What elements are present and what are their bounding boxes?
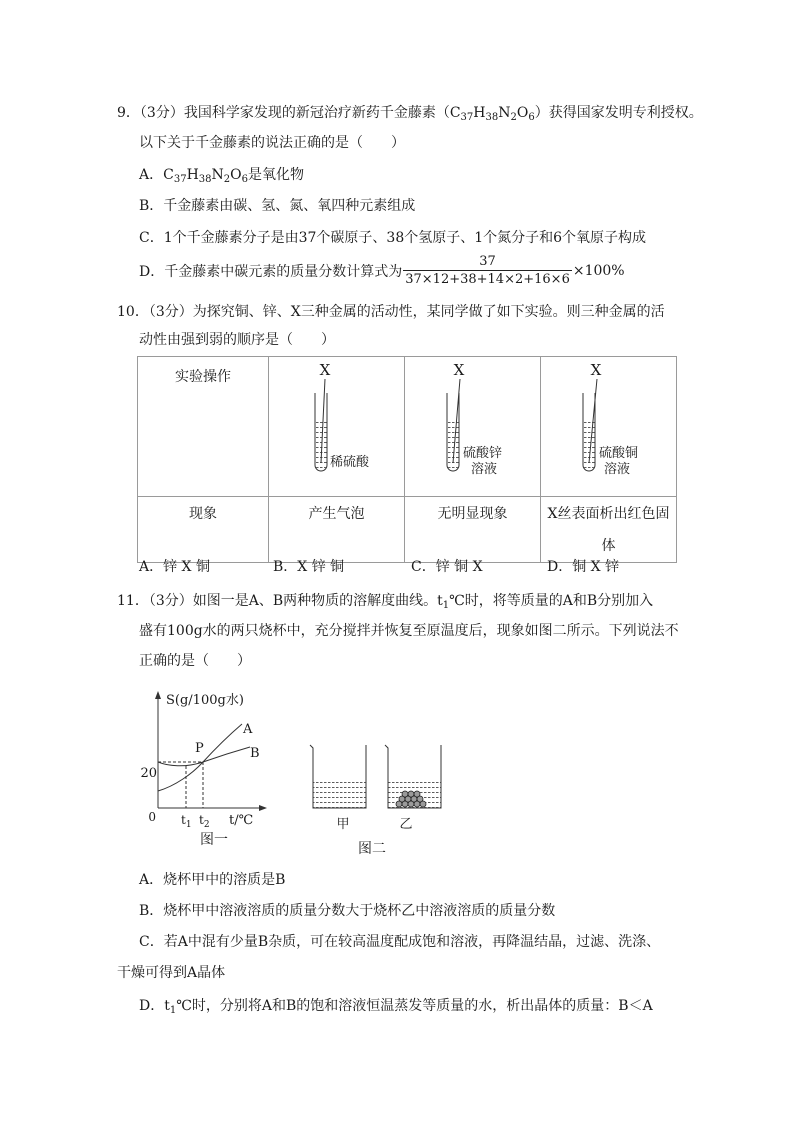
phenomenon-text: 体 xyxy=(601,538,616,554)
x-tick-t1 xyxy=(181,813,192,830)
formula-o-count: 6 xyxy=(528,112,535,123)
beaker-jia xyxy=(310,745,366,832)
metal-x-label: X xyxy=(319,361,331,379)
x-tick-t2-base: t xyxy=(199,813,204,827)
phenomenon-text: X丝表面析出红色固 xyxy=(547,506,670,522)
q9-stem-line2: 以下关于千金藤素的说法正确的是（ ） xyxy=(139,135,405,151)
fraction-numerator: 37 xyxy=(479,254,496,269)
crystal xyxy=(411,796,417,802)
formula-n-count: 2 xyxy=(510,112,517,123)
solution-label-line1: 硫酸铜 xyxy=(599,446,639,461)
beaker-solution xyxy=(314,778,366,808)
q11-stem-prefix: 11．（3分）如图一是A、B两种物质的溶解度曲线。t xyxy=(117,593,443,609)
q11-option-d-suffix: ℃时，分别将A和B的饱和溶液恒温蒸发等质量的水，析出晶体的质量：B＜A xyxy=(176,998,653,1014)
metal-x-label: X xyxy=(453,361,465,379)
y-axis-label: S(g/100g水) xyxy=(166,693,244,708)
beakers-figure xyxy=(310,745,441,857)
q11-stem-line2: 盛有100g水的两只烧杯中，充分搅拌并恢复至原温度后，现象如图二所示。下列说法不 xyxy=(139,623,679,639)
q11-option-c-line2: 干燥可得到A晶体 xyxy=(117,965,226,981)
phenomenon-label-cell xyxy=(138,497,269,563)
formula-c: C xyxy=(449,105,461,121)
formula-h: H xyxy=(186,167,199,183)
formula-c: C xyxy=(163,167,174,183)
curve-a-label: A xyxy=(243,722,253,737)
metal-x-label: X xyxy=(590,361,602,379)
curve-b xyxy=(158,747,250,766)
formula-h: H xyxy=(473,105,486,121)
solution-label-line2: 溶液 xyxy=(471,462,498,477)
q9-option-a xyxy=(139,165,304,185)
solubility-graph xyxy=(140,691,267,848)
crystal xyxy=(420,801,426,807)
operation-label-cell xyxy=(138,357,269,497)
q11-stem-line3: 正确的是（ ） xyxy=(139,653,251,669)
crystal xyxy=(408,801,414,807)
formula-n-count: 2 xyxy=(223,174,231,185)
q10-option-c: C．锌 铜 X xyxy=(411,559,483,575)
x-tick-t1-sub: 1 xyxy=(185,820,192,830)
formula-n: N xyxy=(498,105,511,121)
experiment-3-setup-cell xyxy=(541,357,677,497)
formula-o: O xyxy=(230,167,242,183)
figure1-caption: 图一 xyxy=(200,832,228,848)
curve-a xyxy=(158,724,242,791)
q11-option-d-prefix: D．t xyxy=(139,998,170,1014)
crystal xyxy=(405,796,411,802)
x-tick-t2 xyxy=(199,813,210,830)
q9-option-a-prefix: A． xyxy=(139,167,164,183)
beaker-outline xyxy=(385,745,441,808)
operation-row xyxy=(138,357,677,497)
beaker-outline xyxy=(310,745,366,808)
beaker-label: 乙 xyxy=(399,817,413,832)
q10-option-d: D．铜 X 锌 xyxy=(547,559,620,575)
crystal xyxy=(408,791,414,797)
q11-stem-sub: 1 xyxy=(442,600,450,611)
q9-stem-line1 xyxy=(117,103,703,123)
q9-option-d xyxy=(139,252,625,290)
crystal xyxy=(417,796,423,802)
formula-h-count: 38 xyxy=(198,174,212,185)
experiment-2-phenomenon xyxy=(405,497,541,563)
q10-stem-line2: 动性由强到弱的顺序是（ ） xyxy=(139,332,335,348)
beaker-label: 甲 xyxy=(336,817,350,832)
q9-option-c: C．1个千金藤素分子是由37个碳原子、38个氢原子、1个氮分子和6个氧原子构成 xyxy=(139,230,647,246)
fraction-denominator: 37×12+38+14×2+16×6 xyxy=(405,272,570,287)
beaker-solution xyxy=(389,778,441,808)
mass-fraction xyxy=(403,254,572,288)
crystal xyxy=(414,791,420,797)
q9-stem-prefix: 9．（3分）我国科学家发现的新冠治疗新药千金藤素（ xyxy=(117,105,450,121)
formula-o: O xyxy=(516,105,529,121)
q11-stem-line1 xyxy=(117,591,653,611)
curve-b-label: B xyxy=(250,746,260,761)
beaker-yi xyxy=(385,745,441,832)
x-axis-arrow xyxy=(259,805,267,811)
crystal xyxy=(396,801,402,807)
experiment-1-setup-cell xyxy=(269,357,405,497)
y-tick-20: 20 xyxy=(140,766,157,781)
figure2-caption: 图二 xyxy=(358,841,386,857)
q9-stem-suffix: ）获得国家发明专利授权。 xyxy=(534,105,703,121)
formula-o-count: 6 xyxy=(241,174,249,185)
experiment-1-phenomenon xyxy=(269,497,405,563)
x-axis-label: t/℃ xyxy=(229,813,254,828)
origin-label: 0 xyxy=(148,810,156,824)
experiment-table xyxy=(137,356,677,563)
formula-c-count: 37 xyxy=(460,112,474,123)
crystal xyxy=(414,801,420,807)
crystal xyxy=(402,791,408,797)
q10-option-b: B．X 锌 铜 xyxy=(273,559,345,575)
undissolved-crystals xyxy=(396,791,426,807)
formula-c-count: 37 xyxy=(173,174,187,185)
phenomenon-text: 产生气泡 xyxy=(308,506,365,522)
phenomenon-label: 现象 xyxy=(189,506,217,522)
q11-stem-suffix: ℃时，将等质量的A和B分别加入 xyxy=(449,593,654,609)
x-tick-t1-base: t xyxy=(181,813,186,827)
q9-option-b: B．千金藤素由碳、氢、氮、氧四种元素组成 xyxy=(139,198,416,214)
experiment-2-setup-cell xyxy=(405,357,541,497)
crystal xyxy=(399,796,405,802)
q10-option-a: A．锌 X 铜 xyxy=(139,559,210,575)
q11-option-d xyxy=(139,996,653,1016)
q11-option-d-sub: 1 xyxy=(169,1005,177,1016)
phenomenon-text: 无明显现象 xyxy=(437,506,508,522)
x-tick-t2-sub: 2 xyxy=(203,820,210,830)
experiment-3-phenomenon xyxy=(541,497,677,563)
formula-h-count: 38 xyxy=(485,112,499,123)
q11-option-a: A．烧杯甲中的溶质是B xyxy=(139,872,286,888)
phenomenon-row xyxy=(138,497,677,563)
crystal xyxy=(402,801,408,807)
q11-option-c-line1: C．若A中混有少量B杂质，可在较高温度配成饱和溶液，再降温结晶，过滤、洗涤、 xyxy=(139,934,661,950)
q9-option-d-prefix: D．千金藤素中碳元素的质量分数计算式为 xyxy=(139,264,403,280)
q10-stem-line1: 10．（3分）为探究铜、锌、X三种金属的活动性，某同学做了如下实验。则三种金属的活 xyxy=(117,304,665,320)
intersection-label: P xyxy=(195,741,204,756)
q11-option-b: B．烧杯甲中溶液溶质的质量分数大于烧杯乙中溶液溶质的质量分数 xyxy=(139,903,556,919)
solution-label-line2: 溶液 xyxy=(604,462,631,477)
q9-option-d-suffix: ×100% xyxy=(572,263,625,279)
solution-label-line1: 硫酸锌 xyxy=(463,446,503,461)
solution-label: 稀硫酸 xyxy=(330,455,370,470)
operation-label: 实验操作 xyxy=(175,369,231,385)
y-axis-arrow xyxy=(155,691,161,699)
q9-option-a-suffix: 是氧化物 xyxy=(248,167,305,183)
formula-n: N xyxy=(211,167,224,183)
